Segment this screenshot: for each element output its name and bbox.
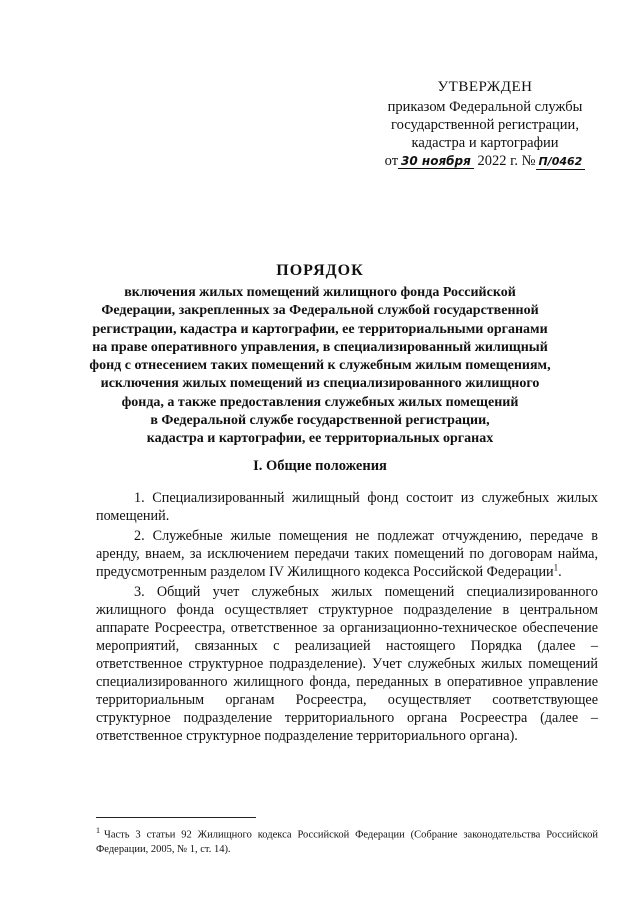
handwritten-number: П/0462: [536, 155, 586, 170]
section-heading: I. Общие положения: [253, 458, 387, 474]
title-line: регистрации, кадастра и картографии, ее территориальными органами: [92, 321, 548, 337]
paragraph-3: 3. Общий учет служебных жилых помещений специализированного жилищного фонда осуществляет структурное подразделение в центральном аппарате Росреестра, ответственное за организационно-техническое обеспечение мероприятий, связанных с реализацией настоящего Порядка (далее – ответственное структурное подразделение). Учет служебных жилых помещений специализированного жилищного фонда, переданных в оперативное управление территориальным органам Росреестра, осуществляет соответствующее структурное подразделение территориального органа Росреестра (далее – ответственное структурное подразделение территориального органа).: [96, 584, 598, 744]
approval-line-2: государственной регистрации,: [391, 117, 579, 133]
approval-line-3: кадастра и картографии: [411, 135, 559, 151]
approval-heading: УТВЕРЖДЕН: [437, 79, 533, 95]
approval-date-line: [370, 152, 600, 170]
footnote-text: Часть 3 статьи 92 Жилищного кодекса Российской Федерации (Собрание законодательства Российской Федерации, 2005, № 1, ст. 14).: [96, 829, 598, 855]
title-subtitle: [60, 284, 580, 449]
title-line: на праве оперативного управления, в специализированный жилищный: [92, 339, 548, 355]
paragraph-2: 2. Служебные жилые помещения не подлежат отчуждению, передаче в аренду, внаем, за исключением передачи таких помещений по договорам найма, предусмотренным разделом IV Жилищного кодекса Российской Федерации$^1$.: [96, 528, 598, 580]
title-line: в Федеральной службе государственной регистрации,: [150, 413, 490, 429]
footnote-number: 1: [96, 826, 100, 835]
handwritten-date: 30 ноября: [398, 154, 474, 169]
footnote: [96, 824, 598, 857]
title-main: ПОРЯДОК: [276, 262, 364, 279]
title-line: включения жилых помещений жилищного фонда Российской: [124, 285, 516, 300]
approval-year: 2022 г. №: [477, 153, 536, 169]
title-line: фонда, а также предоставления служебных жилых помещений: [121, 394, 519, 410]
footnote-ref: 1: [553, 562, 559, 573]
title-line: кадастра и картографии, ее территориальных органах: [146, 431, 494, 447]
document-title: [60, 262, 580, 449]
title-line: Федерации, закрепленных за Федеральной службой государственной: [101, 303, 539, 319]
footnote-divider: [96, 817, 256, 818]
date-prefix: от: [384, 153, 399, 169]
approval-line-1: приказом Федеральной службы: [387, 99, 583, 115]
approval-stamp: [370, 78, 600, 170]
paragraph-1: 1. Специализированный жилищный фонд состоит из служебных жилых помещений.: [96, 490, 598, 524]
title-line: фонд с отнесением таких помещений к служебным жилым помещениям,: [89, 358, 551, 374]
paragraph-2-text: 2. Служебные жилые помещения не подлежат отчуждению, передаче в аренду, внаем, за исключением передачи таких помещений по договорам найма, предусмотренным разделом IV Жилищного кодекса Российской Федерации: [96, 528, 598, 580]
title-line: исключения жилых помещений из специализированного жилищного: [100, 376, 540, 392]
document-body: [96, 489, 598, 745]
